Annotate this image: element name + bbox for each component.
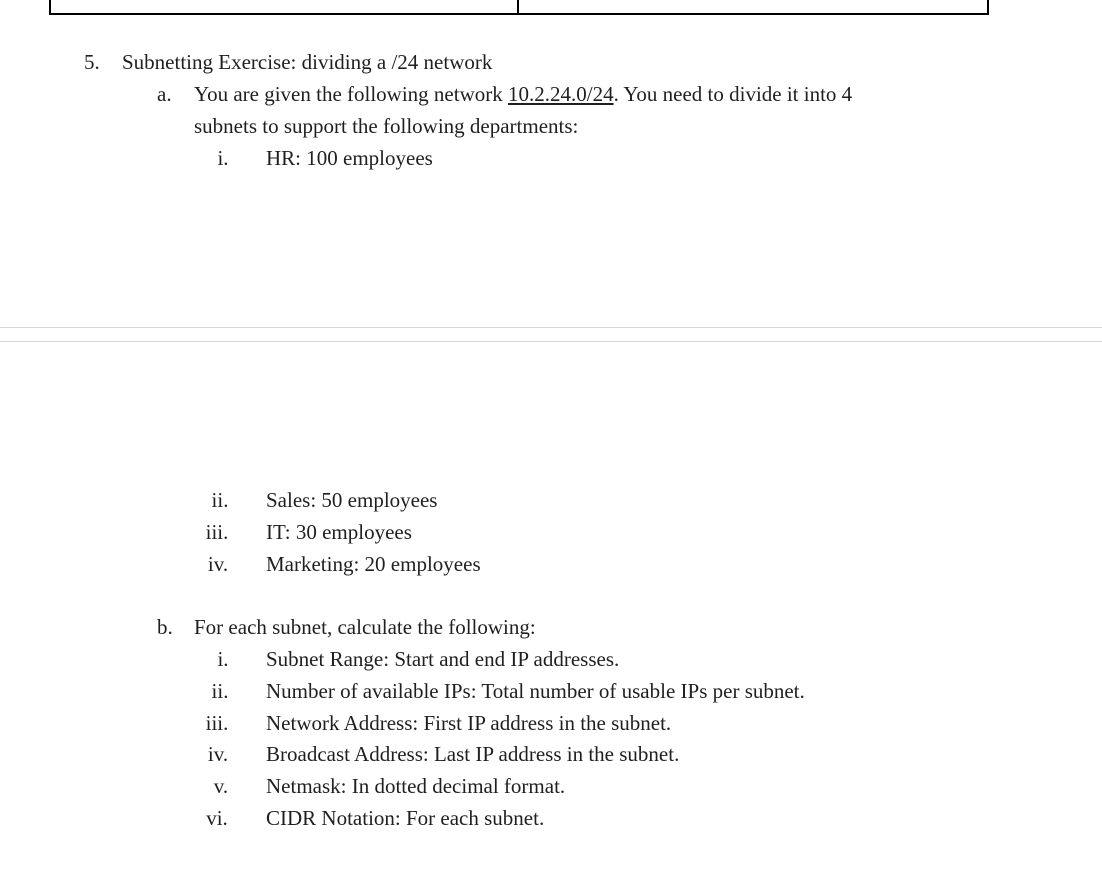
department-sales: Sales: 50 employees [266,488,438,512]
item-b-text: For each subnet, calculate the following: [194,615,536,639]
task-available-ips: Number of available IPs: Total number of usable IPs per subnet. [266,679,805,703]
task-cidr-notation: CIDR Notation: For each subnet. [266,806,545,830]
section-title: Subnetting Exercise: dividing a /24 network [122,50,493,74]
task-marker: i. [217,647,229,671]
task-network-address: Network Address: First IP address in the subnet. [266,711,672,735]
item-a-line-2: subnets to support the following departments: [194,114,579,138]
page-break-line [0,341,1102,342]
item-a-marker: a. [157,82,172,106]
task-marker: ii. [211,679,229,703]
department-marker: iv. [207,552,229,576]
table-column-divider [517,0,519,15]
item-b-marker: b. [157,615,173,639]
task-netmask: Netmask: In dotted decimal format. [266,774,566,798]
task-marker: vi. [206,806,228,830]
section-number: 5. [84,50,100,74]
table-bottom-edge [49,0,989,15]
task-broadcast-address: Broadcast Address: Last IP address in the subnet. [266,742,680,766]
department-marketing: Marketing: 20 employees [266,552,481,576]
task-marker: iii. [205,711,229,735]
item-a-text-after: . You need to divide it into 4 [613,82,853,106]
task-marker: v. [213,774,229,798]
department-hr: HR: 100 employees [266,146,433,170]
task-subnet-range: Subnet Range: Start and end IP addresses. [266,647,620,671]
task-marker: iv. [207,742,229,766]
department-it: IT: 30 employees [266,520,412,544]
network-address: 10.2.24.0/24 [508,82,614,106]
item-a-line-1 [194,82,852,106]
department-marker: ii. [211,488,229,512]
department-marker: iii. [205,520,229,544]
department-marker: i. [217,146,229,170]
page-break-line [0,327,1102,328]
item-a-text-before: You are given the following network [194,82,508,106]
